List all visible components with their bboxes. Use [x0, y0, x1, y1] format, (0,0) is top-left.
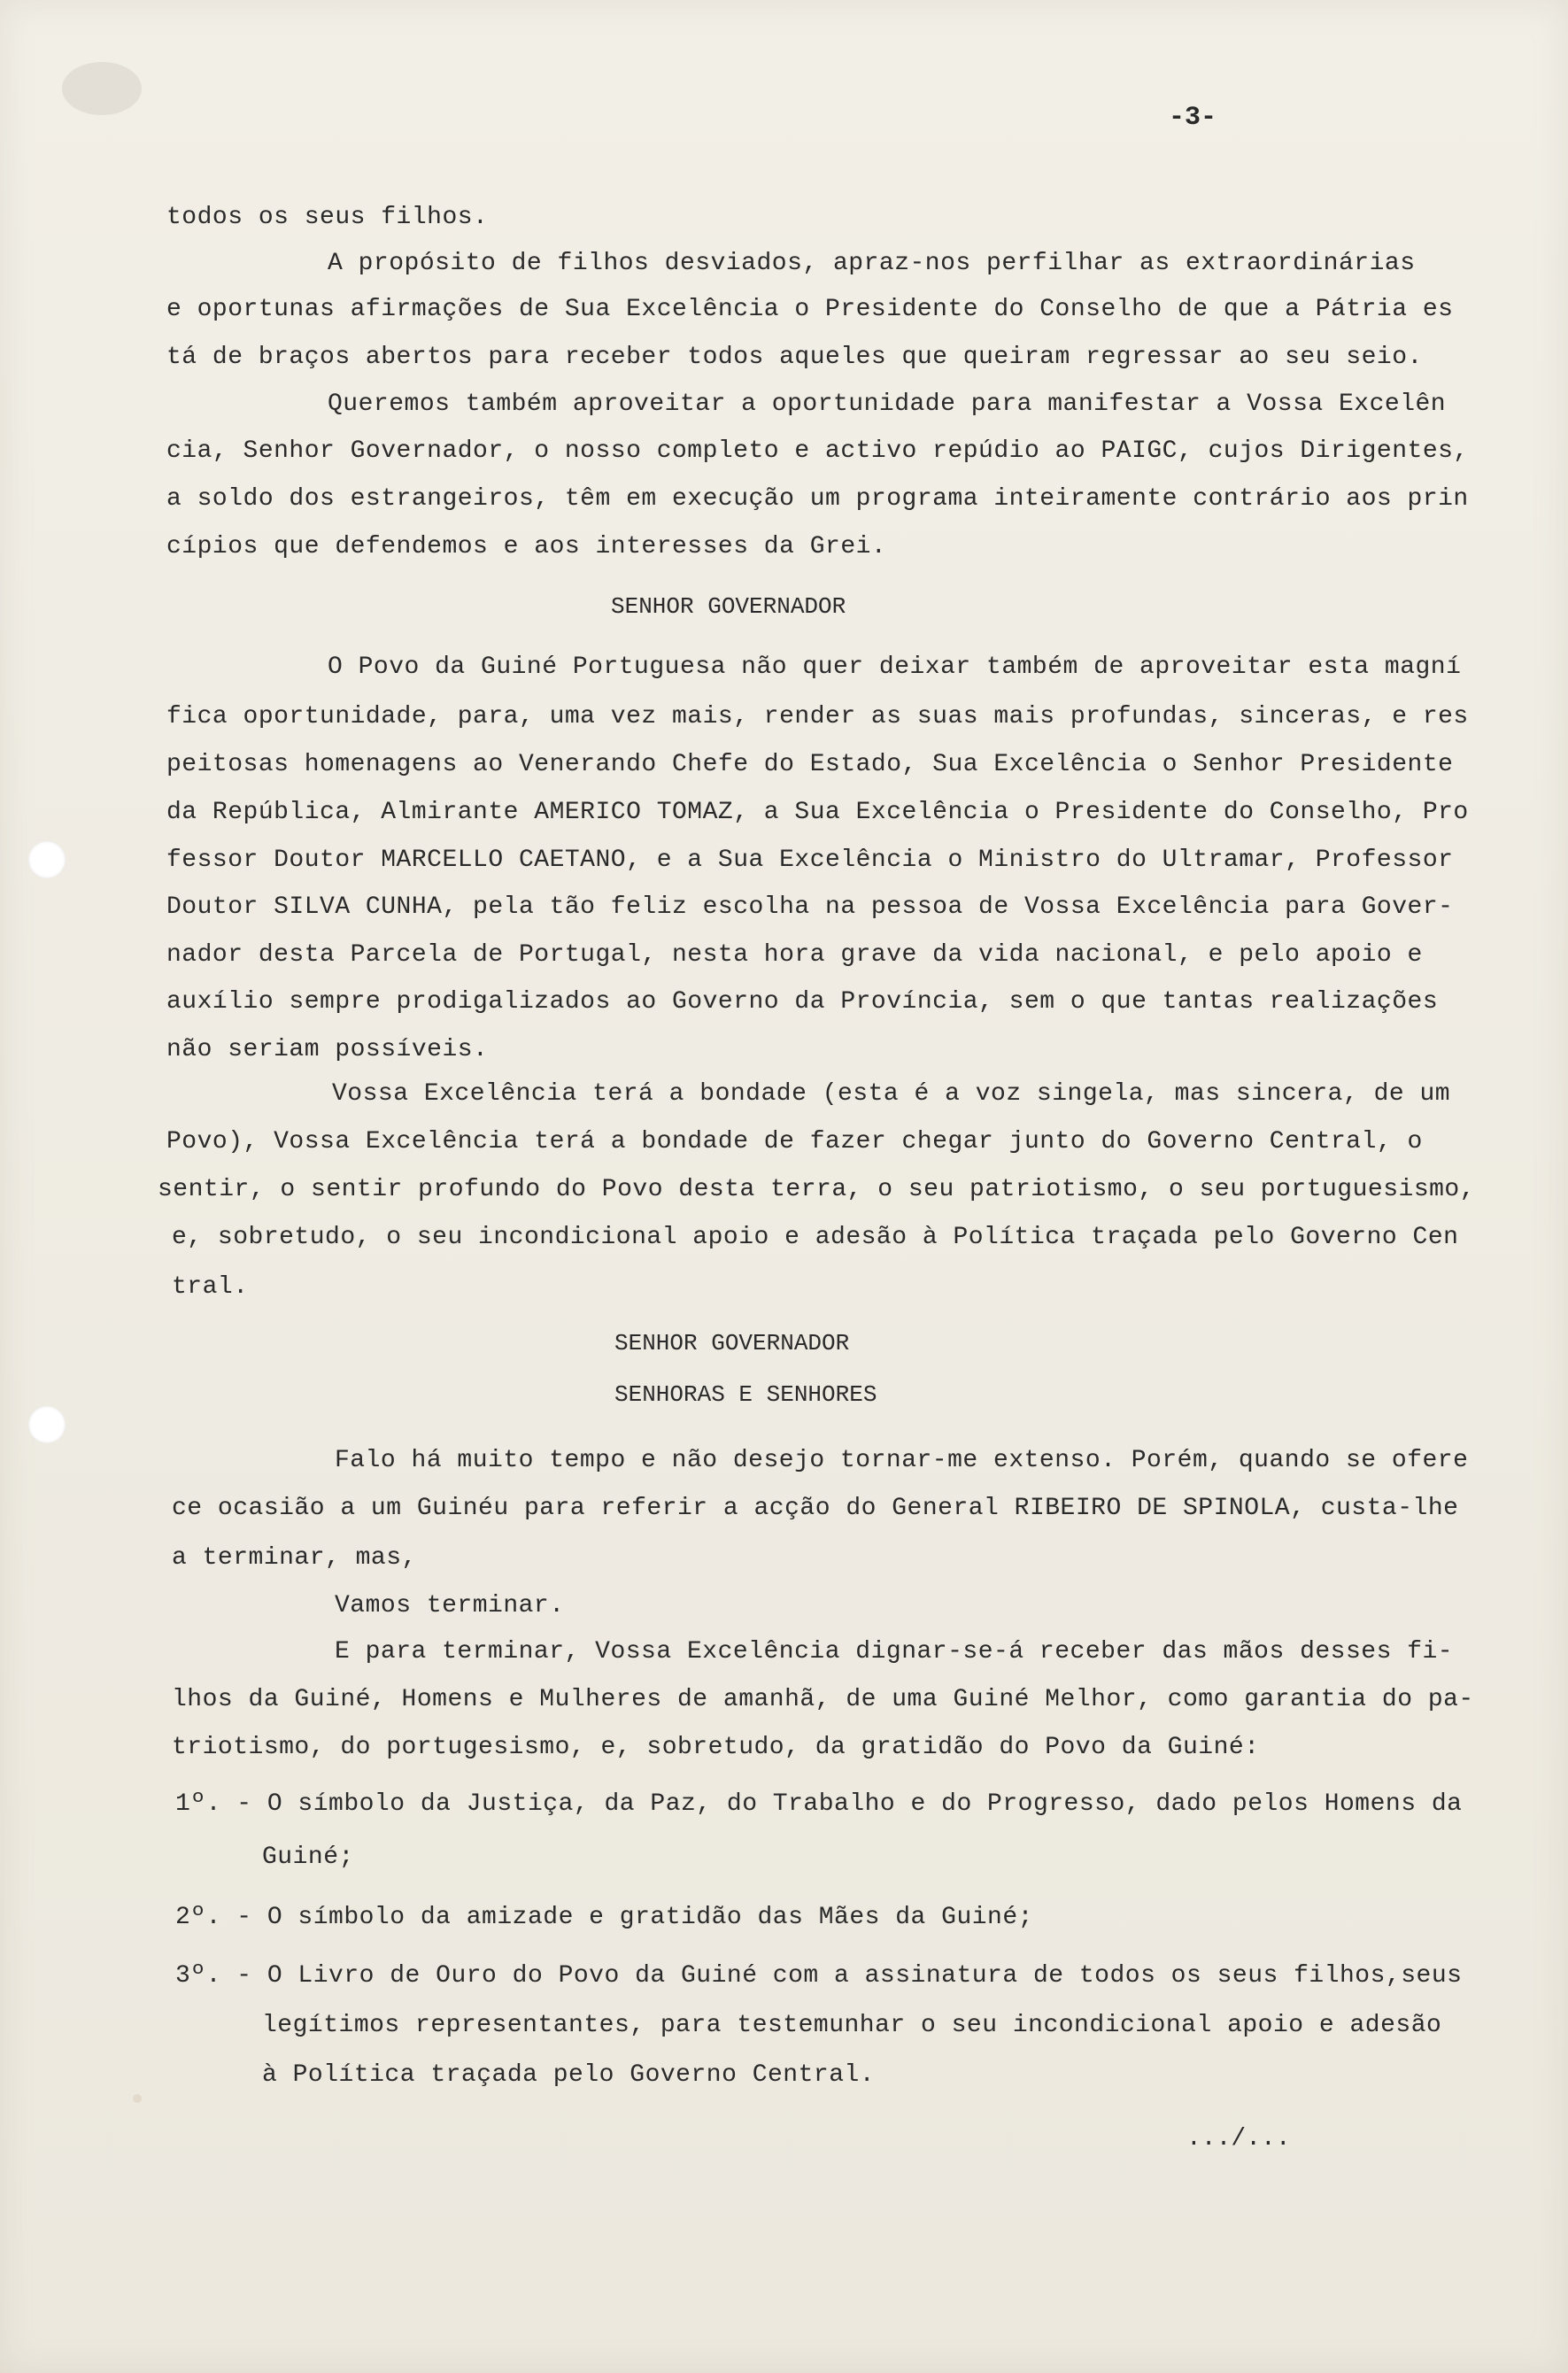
text-line: lhos da Guiné, Homens e Mulheres de amanhã, de uma Guiné Melhor, como garantia do pa- — [172, 1686, 1474, 1713]
text-line: cia, Senhor Governador, o nosso completo e activo repúdio ao PAIGC, cujos Dirigentes, — [166, 437, 1469, 465]
section-heading: SENHOR GOVERNADOR — [614, 1330, 850, 1357]
text-line: Povo), Vossa Excelência terá a bondade de fazer chegar junto do Governo Central, o — [166, 1128, 1423, 1156]
text-line: E para terminar, Vossa Excelência dignar-se-á receber das mãos desses fi- — [335, 1638, 1454, 1666]
text-line: sentir, o sentir profundo do Povo desta terra, o seu patriotismo, o seu portuguesismo, — [158, 1176, 1476, 1203]
text-line: e, sobretudo, o seu incondicional apoio e adesão à Política traçada pelo Governo Cen — [172, 1224, 1459, 1251]
text-line: cípios que defendemos e aos interesses da Grei. — [166, 533, 887, 560]
text-line: nador desta Parcela de Portugal, nesta hora grave da vida nacional, e pelo apoio e — [166, 941, 1423, 969]
text-line: Vossa Excelência terá a bondade (esta é a voz singela, mas sincera, de um — [332, 1080, 1451, 1108]
list-item: 3º. - O Livro de Ouro do Povo da Guiné com a assinatura de todos os seus filhos,seus — [175, 1962, 1463, 1990]
text-line: e oportunas afirmações de Sua Excelência o Presidente do Conselho de que a Pátria es — [166, 296, 1454, 323]
section-heading: SENHOR GOVERNADOR — [611, 593, 846, 620]
list-item-continuation: Guiné; — [262, 1844, 354, 1871]
text-line: auxílio sempre prodigalizados ao Governo da Província, sem o que tantas realizações — [166, 988, 1439, 1016]
text-line: triotismo, do portugesismo, e, sobretudo, da gratidão do Povo da Guiné: — [172, 1734, 1260, 1761]
text-line: a terminar, mas, — [172, 1544, 417, 1572]
list-item: 1º. - O símbolo da Justiça, da Paz, do Trabalho e do Progresso, dado pelos Homens da — [175, 1790, 1463, 1818]
paper-smudge — [133, 2094, 142, 2103]
text-line: da República, Almirante AMERICO TOMAZ, a Sua Excelência o Presidente do Conselho, Pro — [166, 799, 1469, 826]
punch-hole — [28, 1406, 66, 1443]
text-line: peitosas homenagens ao Venerando Chefe do Estado, Sua Excelência o Senhor Presidente — [166, 751, 1454, 778]
text-line: ce ocasião a um Guinéu para referir a acção do General RIBEIRO DE SPINOLA, custa-lhe — [172, 1495, 1459, 1522]
text-line: fessor Doutor MARCELLO CAETANO, e a Sua Excelência o Ministro do Ultramar, Professor — [166, 846, 1454, 874]
text-line: tá de braços abertos para receber todos aqueles que queiram regressar ao seu seio. — [166, 344, 1423, 371]
continuation-mark: .../... — [1186, 2125, 1291, 2153]
punch-hole — [28, 841, 66, 878]
text-line: não seriam possíveis. — [166, 1036, 489, 1063]
list-item-continuation: legítimos representantes, para testemunhar o seu incondicional apoio e adesão — [262, 2012, 1442, 2039]
section-heading: SENHORAS E SENHORES — [614, 1381, 877, 1408]
text-line: Falo há muito tempo e não desejo tornar-me extenso. Porém, quando se ofere — [335, 1447, 1469, 1474]
text-line: O Povo da Guiné Portuguesa não quer deixar também de aproveitar esta magní — [328, 653, 1462, 681]
text-line: tral. — [172, 1273, 249, 1301]
list-item: 2º. - O símbolo da amizade e gratidão das Mães da Guiné; — [175, 1904, 1033, 1931]
page-number: -3- — [1169, 103, 1217, 133]
paper-smudge — [62, 62, 142, 115]
text-line: A propósito de filhos desviados, apraz-nos perfilhar as extraordinárias — [328, 250, 1416, 277]
text-line: a soldo dos estrangeiros, têm em execução um programa inteiramente contrário aos prin — [166, 485, 1469, 513]
text-line: todos os seus filhos. — [166, 204, 489, 231]
text-line: Queremos também aproveitar a oportunidade para manifestar a Vossa Excelên — [328, 390, 1447, 418]
list-item-continuation: à Política traçada pelo Governo Central. — [262, 2061, 876, 2089]
text-line: Doutor SILVA CUNHA, pela tão feliz escolha na pessoa de Vossa Excelência para Gover- — [166, 893, 1454, 921]
text-line: Vamos terminar. — [335, 1592, 565, 1619]
text-line: fica oportunidade, para, uma vez mais, render as suas mais profundas, sinceras, e res — [166, 703, 1469, 730]
